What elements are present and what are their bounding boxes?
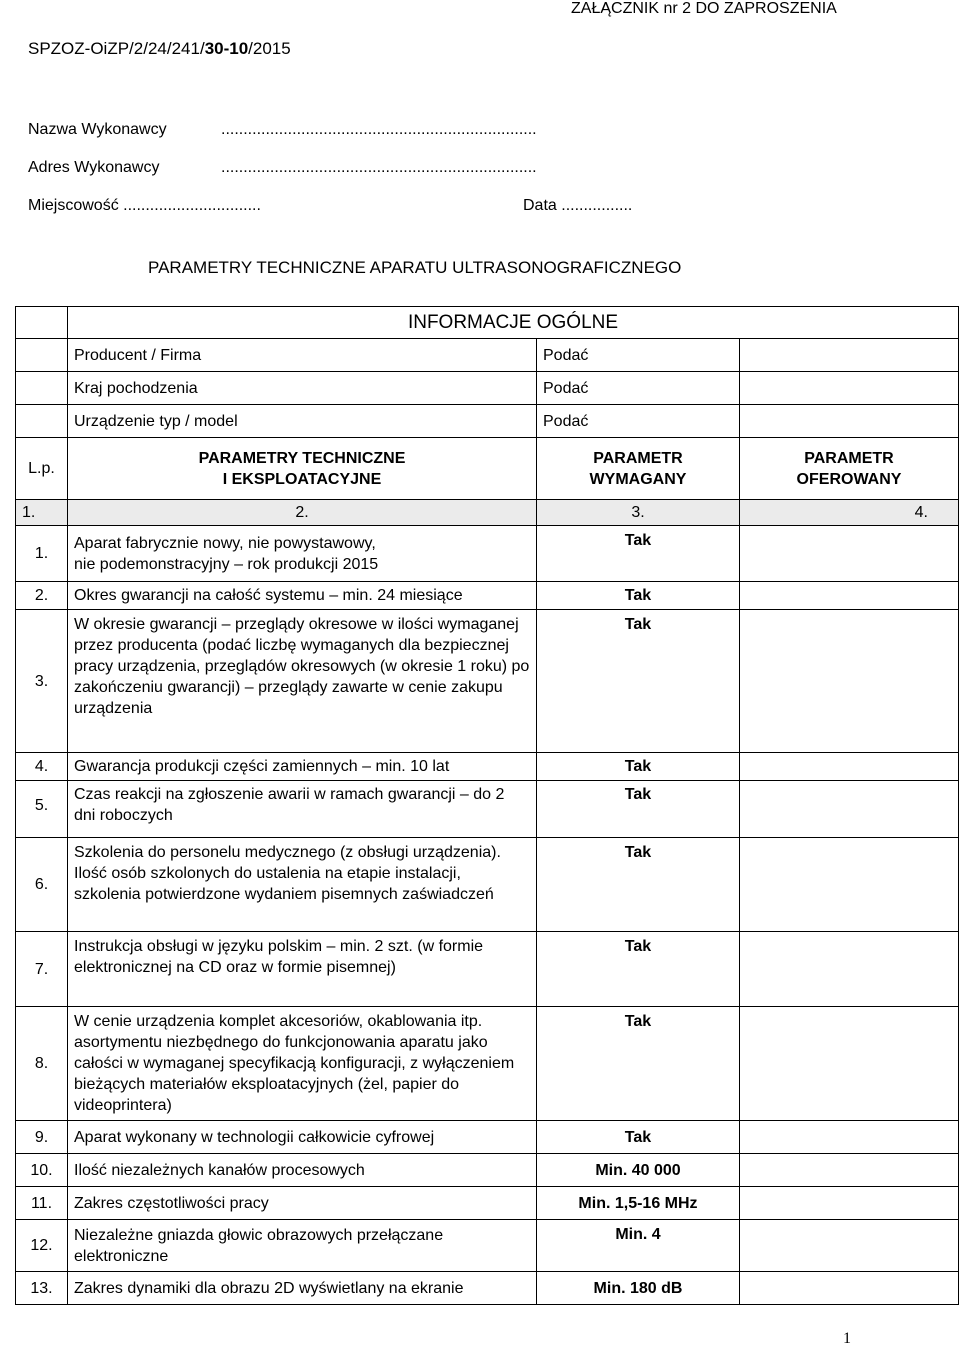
general-info-value: Podać (537, 405, 740, 438)
row-parameter: Gwarancja produkcji części zamiennych – min. 10 lat (68, 753, 537, 781)
table-row (16, 932, 959, 1007)
row-number: 9. (16, 1121, 68, 1154)
table-row (16, 610, 959, 753)
offered-value-cell[interactable] (740, 1220, 959, 1272)
table-row (16, 1272, 959, 1305)
offered-value-cell[interactable] (740, 405, 959, 438)
offered-value-cell[interactable] (740, 1007, 959, 1121)
contractor-name-label: Nazwa Wykonawcy (28, 121, 167, 138)
row-required: Tak (537, 753, 740, 781)
table-row (16, 526, 959, 582)
reference-suffix: /2015 (248, 39, 291, 58)
column-number: 3. (537, 500, 740, 526)
row-required: Min. 4 (537, 1220, 740, 1272)
table-row (16, 1154, 959, 1187)
general-info-row (16, 372, 959, 405)
row-required: Tak (537, 781, 740, 838)
row-required: Tak (537, 932, 740, 1007)
offered-value-cell[interactable] (740, 932, 959, 1007)
row-number: 6. (16, 838, 68, 932)
row-parameter: Zakres dynamiki dla obrazu 2D wyświetlany na ekranie (68, 1272, 537, 1305)
row-parameter: Czas reakcji na zgłoszenie awarii w ramach gwarancji – do 2 dni roboczych (68, 781, 537, 838)
row-required: Tak (537, 582, 740, 610)
column-header-required-line2: WYMAGANY (589, 470, 687, 488)
table-row (16, 582, 959, 610)
date-field[interactable]: Data ................ (523, 197, 633, 214)
table-row (16, 1007, 959, 1121)
table-row (16, 1121, 959, 1154)
general-info-label: Urządzenie typ / model (68, 405, 537, 438)
parameters-table (15, 306, 959, 1305)
general-info-value: Podać (537, 372, 740, 405)
row-parameter: Okres gwarancji na całość systemu – min. 24 miesiące (68, 582, 537, 610)
row-number: 10. (16, 1154, 68, 1187)
row-required: Tak (537, 526, 740, 582)
offered-value-cell[interactable] (740, 582, 959, 610)
table-row (16, 838, 959, 932)
column-header-offered-line2: OFEROWANY (796, 470, 902, 488)
row-parameter: Aparat wykonany w technologii całkowicie cyfrowej (68, 1121, 537, 1154)
document-title: PARAMETRY TECHNICZNE APARATU ULTRASONOGRAFICZNEGO (148, 258, 682, 277)
contractor-address-label: Adres Wykonawcy (28, 159, 160, 176)
offered-value-cell[interactable] (740, 1272, 959, 1305)
row-number: 8. (16, 1007, 68, 1121)
general-info-value: Podać (537, 339, 740, 372)
column-header-required (537, 438, 740, 500)
row-parameter: W okresie gwarancji – przeglądy okresowe w ilości wymaganej przez producenta (podać liczbę wymaganych dla bezpiecznej pracy urządzenia, przeglądów okresowych (w okresie 1 roku) po zakończeniu gwarancji) – przeglądy zawarte w cenie zakupu urządzenia (68, 610, 537, 753)
general-info-label: Kraj pochodzenia (68, 372, 537, 405)
general-info-row (16, 339, 959, 372)
column-header-lp: L.p. (16, 438, 68, 500)
row-parameter: Niezależne gniazda głowic obrazowych przełączane elektroniczne (68, 1220, 537, 1272)
row-required: Tak (537, 610, 740, 753)
row-number: 4. (16, 753, 68, 781)
row-required: Min. 40 000 (537, 1154, 740, 1187)
reference-bold: 30-10 (204, 39, 249, 58)
row-parameter: Szkolenia do personelu medycznego (z obsługi urządzenia). Ilość osób szkolonych do ustalenia na etapie instalacji, szkolenia potwierdzone wydaniem pisemnych zaświadczeń (68, 838, 537, 932)
page-number: 1 (843, 1330, 851, 1347)
column-header-required-line1: PARAMETR (593, 449, 683, 467)
general-info-label: Producent / Firma (68, 339, 537, 372)
row-required: Tak (537, 838, 740, 932)
row-required: Tak (537, 1007, 740, 1121)
offered-value-cell[interactable] (740, 339, 959, 372)
table-row (16, 1187, 959, 1220)
row-number: 7. (16, 932, 68, 1007)
row-number: 3. (16, 610, 68, 753)
offered-value-cell[interactable] (740, 781, 959, 838)
column-header-offered (740, 438, 959, 500)
column-header-params-line2: I EKSPLOATACYJNE (222, 470, 382, 488)
column-number: 1. (16, 500, 68, 526)
contractor-name-field[interactable]: ....................................................................... (221, 121, 537, 138)
column-number: 2. (68, 500, 537, 526)
column-number: 4. (740, 500, 959, 526)
row-required: Min. 1,5-16 MHz (537, 1187, 740, 1220)
table-row (16, 753, 959, 781)
offered-value-cell[interactable] (740, 1187, 959, 1220)
place-field[interactable]: Miejscowość ............................... (28, 197, 261, 214)
general-info-header-row (16, 307, 959, 339)
offered-value-cell[interactable] (740, 838, 959, 932)
table-row (16, 1220, 959, 1272)
row-number: 12. (16, 1220, 68, 1272)
reference-number (28, 39, 291, 59)
offered-value-cell[interactable] (740, 372, 959, 405)
row-number: 2. (16, 582, 68, 610)
reference-prefix: SPZOZ-OiZP/2/24/241/ (28, 39, 205, 58)
row-number: 11. (16, 1187, 68, 1220)
row-number: 5. (16, 781, 68, 838)
offered-value-cell[interactable] (740, 610, 959, 753)
general-info-header: INFORMACJE OGÓLNE (68, 307, 959, 339)
row-parameter: Zakres częstotliwości pracy (68, 1187, 537, 1220)
offered-value-cell[interactable] (740, 1121, 959, 1154)
column-header-params-line1: PARAMETRY TECHNICZNE (198, 449, 406, 467)
row-parameter: W cenie urządzenia komplet akcesoriów, okablowania itp. asortymentu niezbędnego do funkcjonowania aparatu jako całości w wymaganej specyfikacją konfiguracji, z wyłączeniem bieżących materiałów eksploatacyjnych (żel, papier do videoprintera) (68, 1007, 537, 1121)
offered-value-cell[interactable] (740, 526, 959, 582)
column-header-row (16, 438, 959, 500)
offered-value-cell[interactable] (740, 753, 959, 781)
row-number: 1. (16, 526, 68, 582)
offered-value-cell[interactable] (740, 1154, 959, 1187)
general-info-row (16, 405, 959, 438)
row-number: 13. (16, 1272, 68, 1305)
column-number-row (16, 500, 959, 526)
column-header-params (68, 438, 537, 500)
contractor-address-field[interactable]: ....................................................................... (221, 159, 537, 176)
column-header-offered-line1: PARAMETR (804, 449, 894, 467)
attachment-label: ZAŁĄCZNIK nr 2 DO ZAPROSZENIA (571, 0, 837, 17)
row-parameter: Ilość niezależnych kanałów procesowych (68, 1154, 537, 1187)
row-parameter: Instrukcja obsługi w języku polskim – min. 2 szt. (w formie elektronicznej na CD oraz w formie pisemnej) (68, 932, 537, 1007)
row-parameter: Aparat fabrycznie nowy, nie powystawowy, nie podemonstracyjny – rok produkcji 2015 (68, 526, 537, 582)
row-required: Min. 180 dB (537, 1272, 740, 1305)
table-row (16, 781, 959, 838)
row-required: Tak (537, 1121, 740, 1154)
